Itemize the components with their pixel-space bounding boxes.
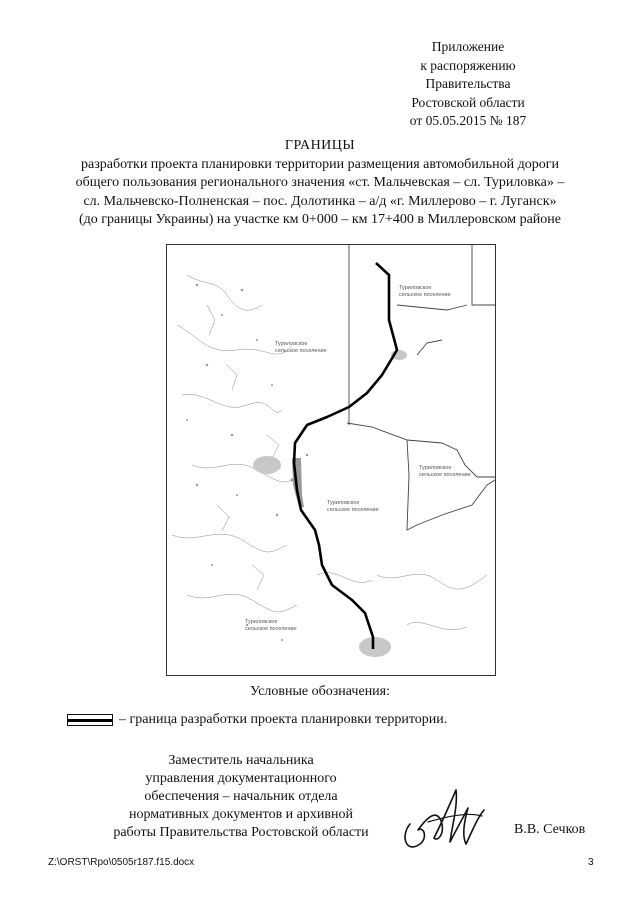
signer-position <box>96 752 386 842</box>
boundary-line-swatch <box>67 714 113 726</box>
terrain-texture <box>172 275 487 630</box>
file-path: Z:\ORST\Rpo\0505r187.f15.docx <box>48 857 195 868</box>
signer-line: Заместитель начальника <box>168 753 314 768</box>
legend-item <box>67 712 447 728</box>
map-label: Туриловское <box>399 285 432 291</box>
legend-item-text: – граница разработки проекта планировки территории. <box>119 712 448 727</box>
title-line: сл. Мальчевско-Полненская – пос. Долотинка – а/д «г. Миллерово – г. Луганск» <box>83 193 557 209</box>
signer-line: управления документационного <box>145 771 337 786</box>
map-label: сельское поселение <box>419 472 471 478</box>
planning-boundary-line <box>294 263 397 649</box>
appendix-line: к распоряжению <box>420 57 516 73</box>
signer-line: работы Правительства Ростовской области <box>113 825 369 840</box>
territory-map <box>166 244 496 676</box>
page-number: 3 <box>588 857 594 868</box>
signer-name: В.В. Сечков <box>514 822 586 837</box>
signer-line: обеспечения – начальник отдела <box>144 789 338 804</box>
document-title <box>0 137 640 230</box>
boundary-line-sample <box>68 719 112 722</box>
legend-title: Условные обозначения: <box>249 684 391 699</box>
map-label: Туриловское <box>245 619 278 625</box>
title-heading: ГРАНИЦЫ <box>284 138 356 153</box>
handwritten-signature <box>398 786 488 856</box>
title-line: (до границы Украины) на участке км 0+000 – км 17+400 в Миллеровском районе <box>78 212 562 227</box>
appendix-line: Правительства <box>425 76 511 91</box>
signer-line: нормативных документов и архивной <box>129 807 353 822</box>
appendix-line: Приложение <box>431 39 505 54</box>
map-label: сельское поселение <box>399 292 451 298</box>
appendix-block <box>368 38 568 131</box>
map-label: Туриловское <box>275 341 308 347</box>
map-label: сельское поселение <box>275 348 327 354</box>
map-drawing <box>167 245 495 675</box>
appendix-line: от 05.05.2015 № 187 <box>409 113 527 128</box>
map-label: Туриловское <box>419 465 452 471</box>
map-label: сельское поселение <box>327 507 379 513</box>
map-label: Туриловское <box>327 500 360 506</box>
map-label: сельское поселение <box>245 626 297 632</box>
title-line: разработки проекта планировки территории размещения автомобильной дороги <box>81 156 559 172</box>
title-line: общего пользования регионального значения «ст. Мальчевская – сл. Туриловка» – <box>75 175 565 190</box>
appendix-line: Ростовской области <box>411 94 525 110</box>
